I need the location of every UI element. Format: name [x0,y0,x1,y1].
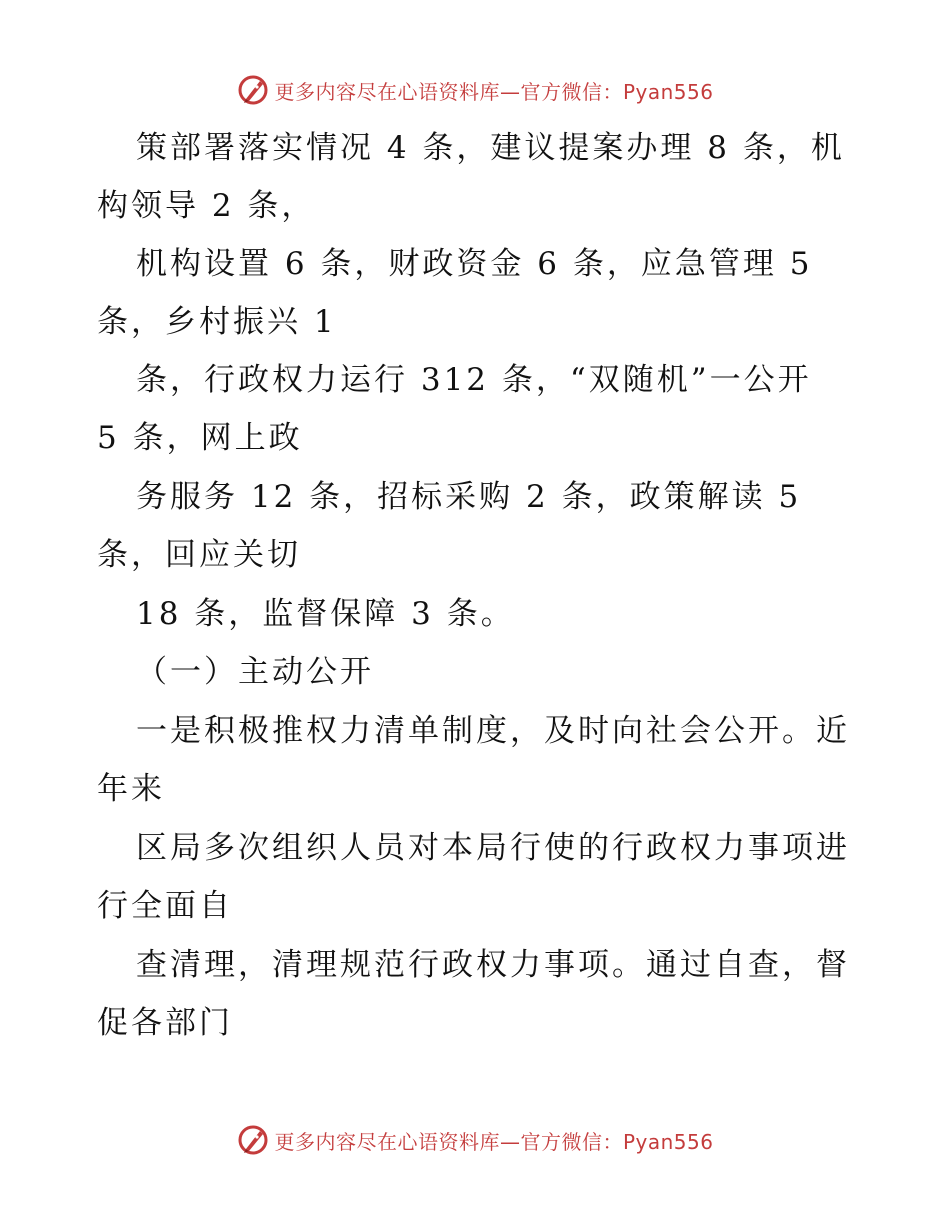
paragraph-line: 机构设置 6 条，财政资金 6 条，应急管理 5 [136,246,813,282]
paragraph-line: 行全面自 [97,888,233,924]
paragraph-line: 一是积极推权力清单制度，及时向社会公开。近 [136,713,850,749]
banner-text: 更多内容尽在心语资料库—官方微信：Pyan556 [274,79,714,104]
paragraph-line: 条，行政权力运行 312 条，“双随机”一公开 [136,362,812,398]
paragraph-line: 5 条，网上政 [97,420,303,456]
header-banner [0,70,950,110]
paragraph-line: 年来 [97,771,165,807]
paragraph-line: 条，乡村振兴 1 [97,304,337,340]
pen-nib-logo-icon [236,1123,270,1157]
section-heading: （一）主动公开 [136,654,374,690]
paragraph-line: 区局多次组织人员对本局行使的行政权力事项进 [136,830,850,866]
banner-text: 更多内容尽在心语资料库—官方微信：Pyan556 [274,1129,714,1154]
paragraph-line: 策部署落实情况 4 条，建议提案办理 8 条，机 [136,130,845,166]
paragraph-line: 务服务 12 条，招标采购 2 条，政策解读 5 [136,479,802,515]
paragraph-line: 条，回应关切 [97,537,301,573]
paragraph-line: 18 条，监督保障 3 条。 [136,596,515,632]
paragraph-line: 查清理，清理规范行政权力事项。通过自查，督 [136,947,850,983]
footer-banner [0,1120,950,1160]
paragraph-line: 促各部门 [97,1005,233,1041]
pen-nib-logo-icon [236,73,270,107]
paragraph-line: 构领导 2 条， [97,188,316,224]
